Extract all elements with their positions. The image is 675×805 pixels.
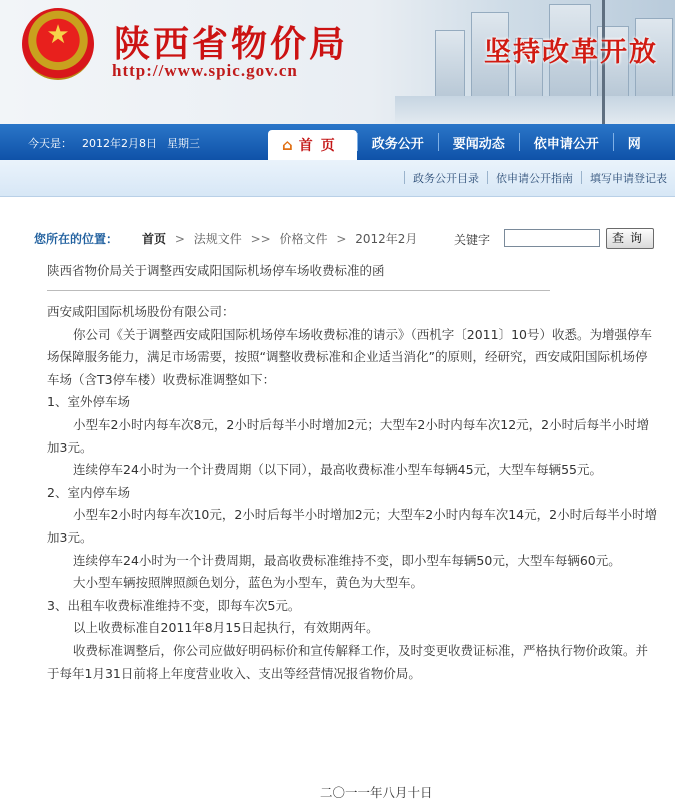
national-emblem-icon: ★ [22, 8, 94, 80]
date-value: 2012年2月8日 [82, 137, 157, 150]
section-heading: 1、室外停车场 [47, 394, 130, 410]
date-prefix: 今天是： [28, 137, 72, 150]
section-heading: 2、室内停车场 [47, 484, 130, 500]
home-icon: ⌂ [282, 136, 293, 154]
keyword-search-input[interactable] [504, 229, 600, 247]
banner-slogan: 坚持改革开放 [484, 37, 658, 68]
breadcrumb-separator: > [174, 232, 185, 246]
current-date [28, 135, 210, 151]
sub-nav-bar [0, 160, 675, 197]
breadcrumb [142, 230, 417, 247]
breadcrumb-label: 您所在的位置： [34, 232, 119, 246]
document-paragraph: 连续停车24小时为一个计费周期（以下同），最高收费标准小型车每辆45元，大型车每辆55元。 [73, 462, 602, 478]
breadcrumb-separator: >> [250, 232, 271, 246]
document-paragraph: 以上收费标准自2011年8月15日起执行，有效期两年。 [73, 620, 379, 636]
section-heading: 3、出租车收费标准维持不变，即每车次5元。 [47, 597, 301, 613]
site-banner [0, 0, 675, 124]
breadcrumb-item-month[interactable]: 2012年2月 [355, 232, 418, 246]
subnav-link-catalog[interactable]: 政务公开目录 [413, 172, 479, 185]
nav-item-news[interactable]: 要闻动态 [452, 136, 505, 152]
site-title: 陕西省物价局 [114, 24, 349, 64]
document-addressee: 西安咸阳国际机场股份有限公司： [47, 304, 235, 319]
subnav-link-form[interactable]: 填写申请登记表 [590, 172, 667, 185]
document-title: 陕西省物价局关于调整西安咸阳国际机场停车场收费标准的函 [47, 263, 385, 278]
breadcrumb-home[interactable]: 首页 [142, 232, 167, 246]
breadcrumb-item-regulations[interactable]: 法规文件 [193, 232, 242, 246]
water-reflection [395, 96, 675, 124]
breadcrumb-separator: > [336, 232, 347, 246]
nav-home-label: 首页 [298, 138, 343, 154]
document-paragraph: 你公司《关于调整西安咸阳国际机场停车场收费标准的请示》（西机字〔2011〕10号）收悉。为增强停车场保障服务能力，满足市场需要，按照“调整收费标准和企业适当消化”的原则，经研究，西安咸阳国际机场停车场（含T3停车楼）收费标准调整如下： [47, 326, 652, 387]
document-paragraph: 小型车2小时内每车次8元，2小时后每半小时增加2元；大型车2小时内每车次12元，2小时后每半小时增加3元。 [47, 416, 650, 455]
search-label: 关键字 [454, 233, 491, 247]
document-paragraph: 连续停车24小时为一个计费周期，最高收费标准维持不变，即小型车每辆50元，大型车每辆60元。 [73, 552, 621, 568]
main-nav-bar [0, 124, 675, 160]
nav-item-government-affairs[interactable]: 政务公开 [371, 136, 424, 152]
nav-item-truncated[interactable]: 网 [627, 136, 641, 152]
document-body [47, 301, 659, 685]
nav-item-home[interactable] [268, 130, 357, 160]
nav-item-disclosure-request[interactable]: 依申请公开 [533, 136, 599, 152]
document-date: 二〇一一年八月十日 [320, 785, 433, 800]
main-menu [268, 124, 655, 160]
sub-nav-links [404, 170, 675, 186]
search-button[interactable]: 查询 [606, 228, 654, 249]
date-weekday: 星期三 [167, 137, 200, 150]
breadcrumb-row [34, 229, 674, 249]
document-paragraph: 收费标准调整后，你公司应做好明码标价和宣传解释工作，及时变更收费证标准，严格执行物价政策。并于每年1月31日前将上年度营业收入、支出等经营情况报省物价局。 [47, 642, 649, 681]
document-paragraph: 大小型车辆按照牌照颜色划分，蓝色为小型车，黄色为大型车。 [73, 575, 424, 591]
title-divider [47, 290, 550, 291]
subnav-link-guide[interactable]: 依申请公开指南 [496, 172, 573, 185]
document-paragraph: 小型车2小时内每车次10元，2小时后每半小时增加2元；大型车2小时内每车次14元，2小时后每半小时增加3元。 [47, 507, 658, 545]
breadcrumb-item-price-docs[interactable]: 价格文件 [279, 232, 328, 246]
site-url: http://www.spic.gov.cn [112, 61, 298, 80]
